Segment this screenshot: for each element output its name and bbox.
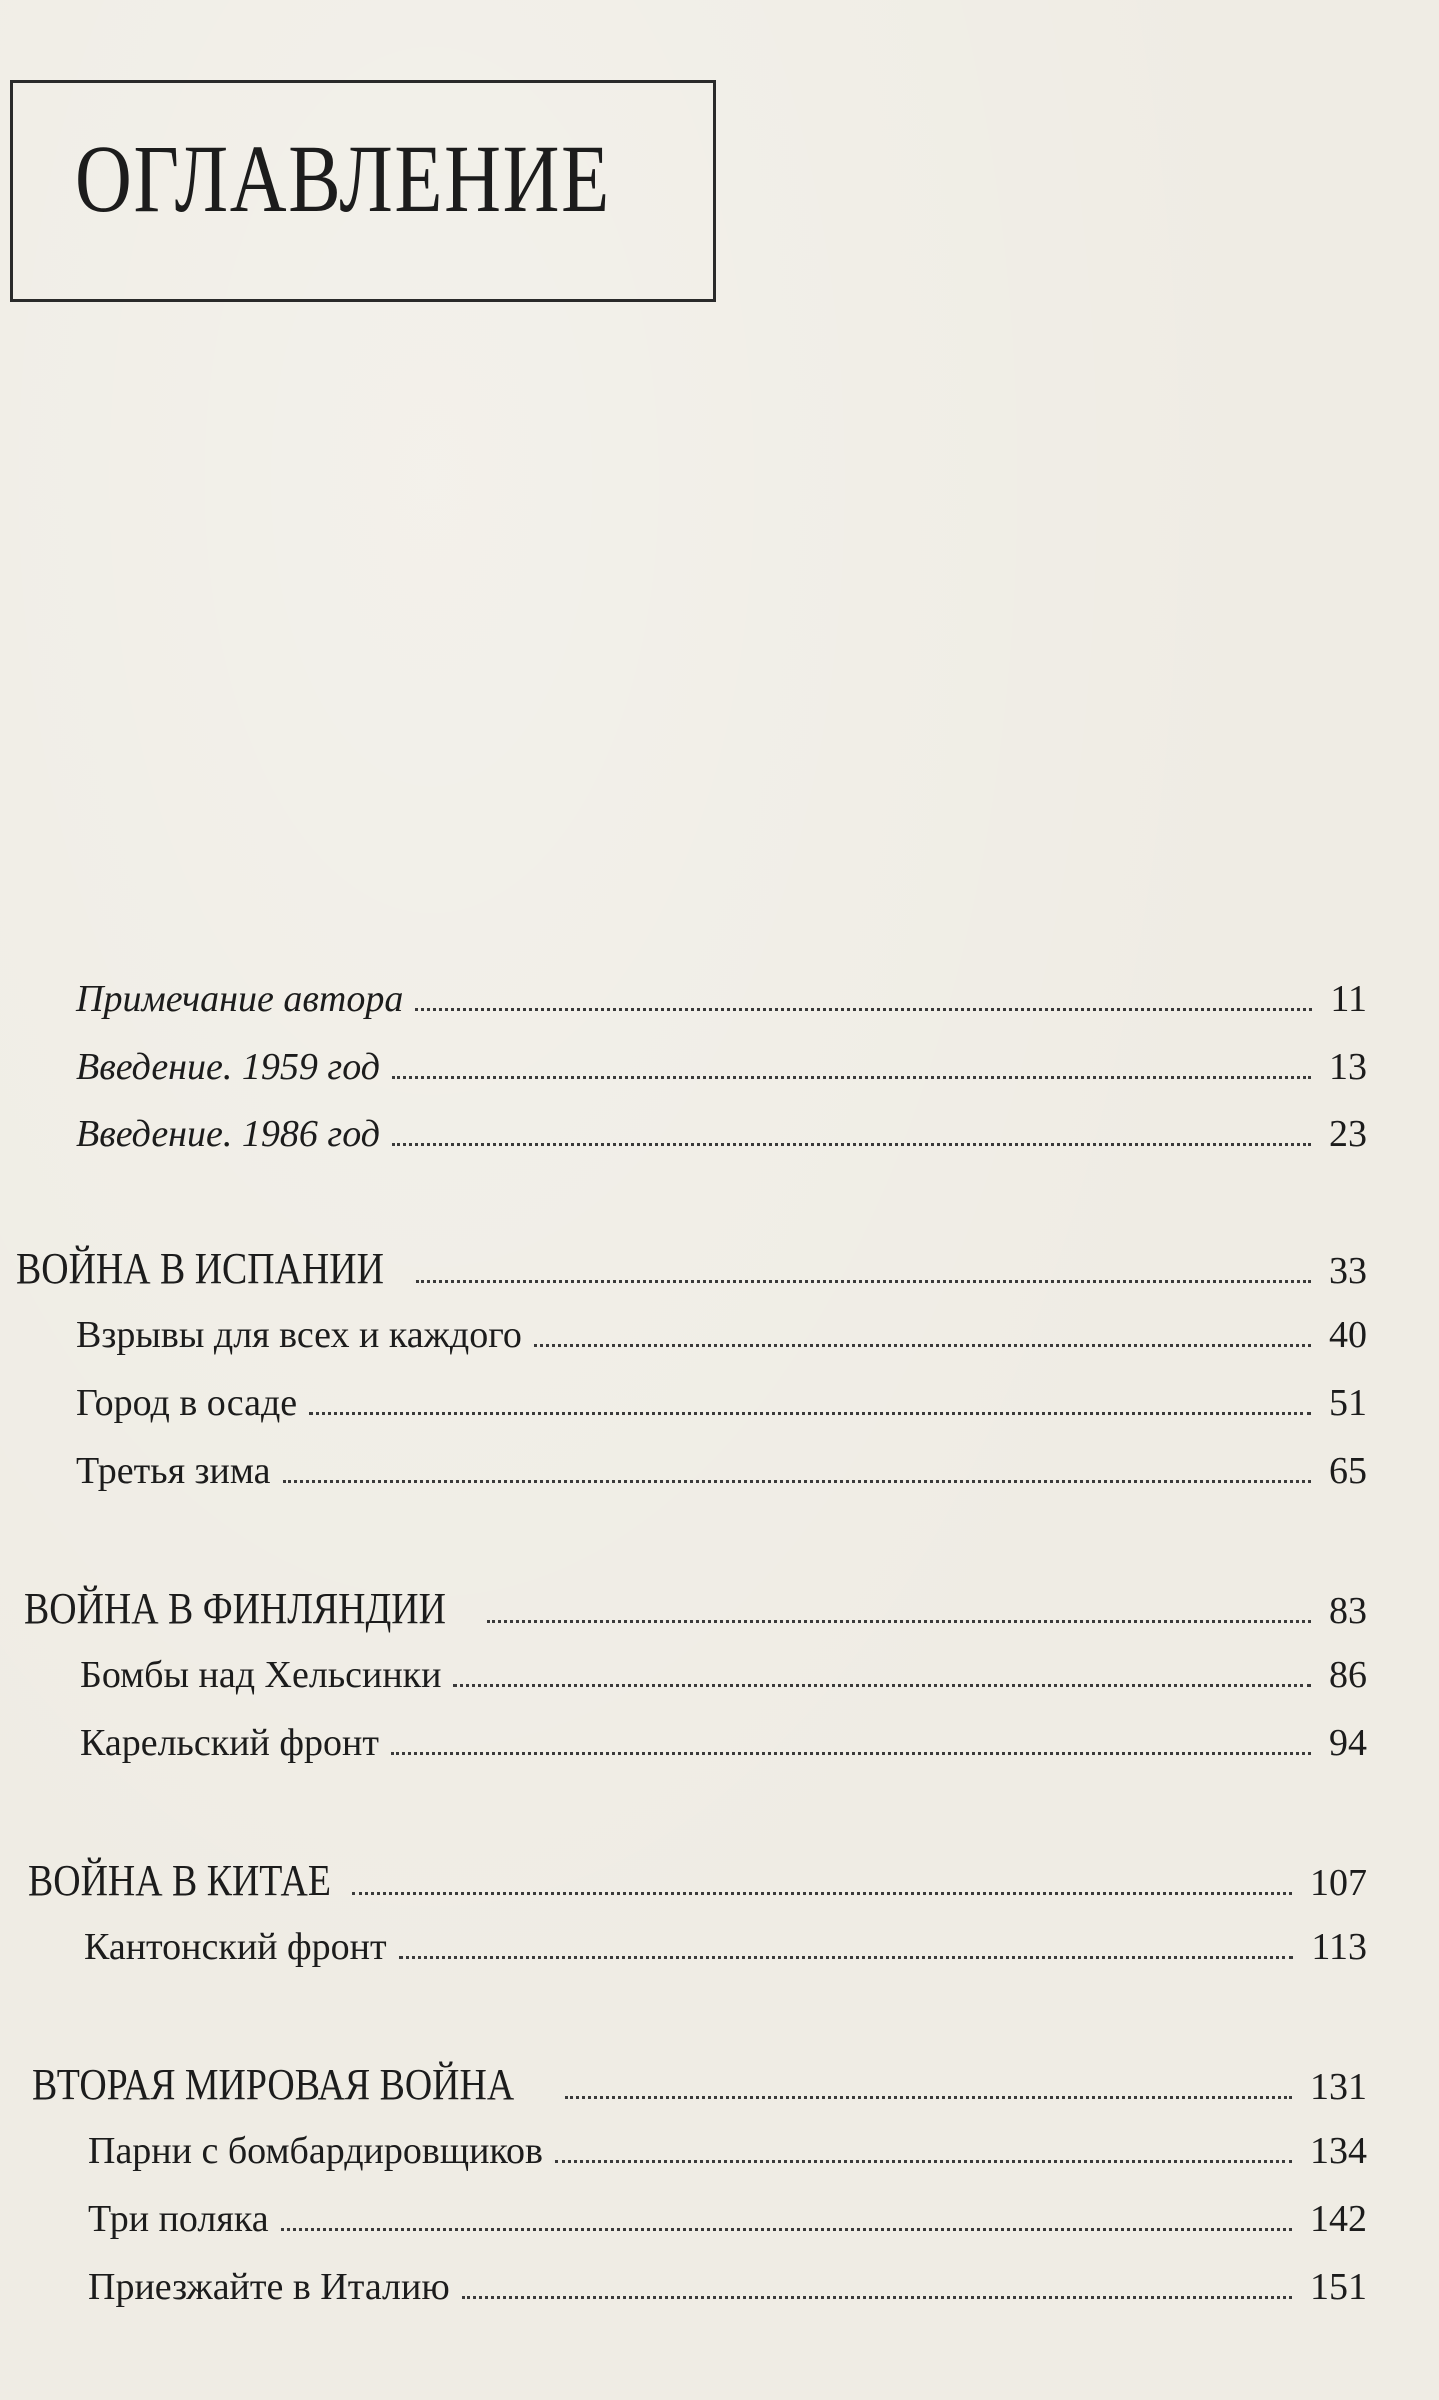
toc-entry-label: Бомбы над Хельсинки (80, 1654, 442, 1696)
toc-entry-page: 142 (1310, 2198, 1367, 2240)
dot-leader (309, 1412, 1311, 1415)
toc-entry-page: 33 (1329, 1250, 1367, 1292)
dot-leader (352, 1892, 1292, 1895)
dot-leader (453, 1684, 1311, 1687)
toc-entry-page: 51 (1329, 1382, 1367, 1424)
toc-part-entry[interactable] (16, 1243, 1367, 1294)
dot-leader (534, 1344, 1311, 1347)
dot-leader (462, 2296, 1292, 2299)
toc-entry-label: Три поляка (88, 2198, 269, 2240)
toc-part-entry[interactable] (28, 1855, 1367, 1906)
dot-leader (416, 1280, 1311, 1283)
toc-entry[interactable] (88, 2129, 1367, 2173)
toc-entry[interactable] (76, 1045, 1367, 1089)
page-title: ОГЛАВЛЕНИЕ (75, 125, 611, 232)
dot-leader (399, 1956, 1294, 1959)
toc-entry-label: Введение. 1986 год (76, 1113, 380, 1155)
toc-entry-page: 40 (1329, 1314, 1367, 1356)
toc-entry-label: Третья зима (76, 1450, 271, 1492)
toc-entry-page: 94 (1329, 1722, 1367, 1764)
toc-part-entry[interactable] (24, 1583, 1367, 1634)
toc-entry-label: Введение. 1959 год (76, 1046, 380, 1088)
toc-entry-label: Взрывы для всех и каждого (76, 1314, 522, 1356)
toc-entry-page: 151 (1310, 2266, 1367, 2308)
toc-entry[interactable] (88, 2265, 1367, 2309)
dot-leader (392, 1143, 1311, 1146)
toc-entry-page: 13 (1329, 1046, 1367, 1088)
toc-entry[interactable] (76, 1112, 1367, 1156)
toc-part-entry[interactable] (32, 2059, 1367, 2110)
title-frame (10, 80, 716, 302)
toc-entry-page: 23 (1329, 1113, 1367, 1155)
dot-leader (565, 2096, 1292, 2099)
toc-part-label: ВОЙНА В КИТАЕ (28, 1856, 331, 1905)
dot-leader (487, 1620, 1311, 1623)
toc-entry-label: Приезжайте в Италию (88, 2266, 450, 2308)
toc-entry[interactable] (84, 1925, 1367, 1969)
toc-entry-label: Город в осаде (76, 1382, 298, 1424)
toc-entry-page: 107 (1310, 1862, 1367, 1904)
toc-entry[interactable] (80, 1721, 1367, 1765)
toc-entry-page: 131 (1310, 2066, 1367, 2108)
toc-entry-page: 134 (1310, 2130, 1367, 2172)
toc-part-label: ВОЙНА В ФИНЛЯНДИИ (24, 1584, 446, 1633)
toc-entry[interactable] (76, 1313, 1367, 1357)
toc-entry[interactable] (76, 977, 1367, 1021)
toc-entry-page: 65 (1329, 1450, 1367, 1492)
toc-entry[interactable] (80, 1653, 1367, 1697)
toc-entry-label: Парни с бомбардировщиков (88, 2130, 543, 2172)
dot-leader (392, 1076, 1311, 1079)
toc-entry-label: Карельский фронт (80, 1722, 379, 1764)
toc-part-label: ВОЙНА В ИСПАНИИ (16, 1244, 384, 1293)
toc-entry[interactable] (76, 1381, 1367, 1425)
toc-entry[interactable] (88, 2197, 1367, 2241)
toc-entry[interactable] (76, 1449, 1367, 1493)
dot-leader (415, 1008, 1312, 1011)
toc-entry-page: 83 (1329, 1590, 1367, 1632)
toc-entry-label: Примечание автора (76, 978, 404, 1020)
toc-part-label: ВТОРАЯ МИРОВАЯ ВОЙНА (32, 2060, 515, 2109)
dot-leader (391, 1752, 1311, 1755)
dot-leader (555, 2160, 1292, 2163)
dot-leader (283, 1480, 1311, 1483)
toc-entry-page: 113 (1311, 1926, 1367, 1968)
toc-entry-page: 86 (1329, 1654, 1367, 1696)
dot-leader (281, 2228, 1292, 2231)
toc-entry-page: 11 (1330, 978, 1367, 1020)
toc-entry-label: Кантонский фронт (84, 1926, 387, 1968)
